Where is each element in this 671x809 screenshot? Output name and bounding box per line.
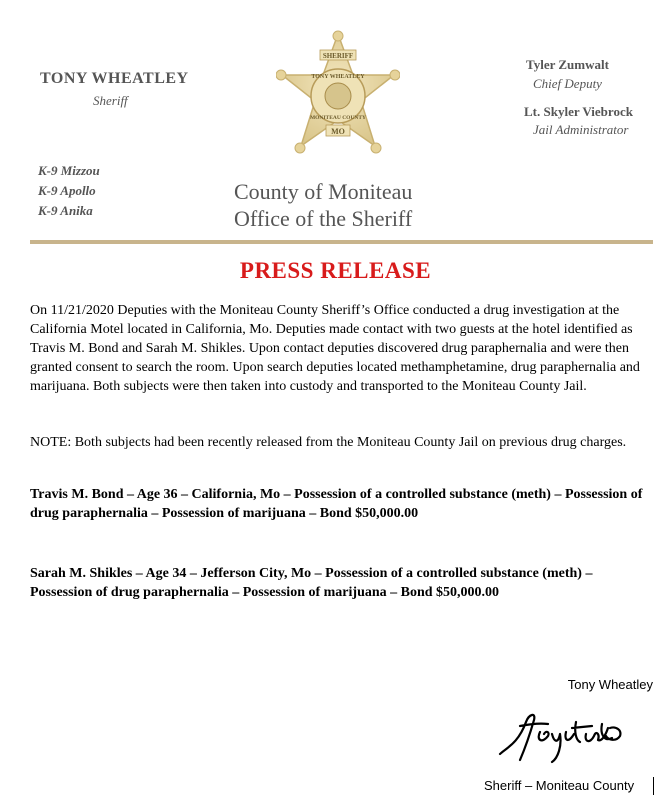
k9-unit-apollo: K-9 Apollo — [38, 183, 96, 198]
note-paragraph: NOTE: Both subjects had been recently released from the Moniteau County Jail on previous drug charges. — [30, 435, 627, 450]
county-office-title — [234, 178, 412, 232]
badge-state-text: MO — [331, 127, 345, 136]
county-line-1: County of Moniteau — [234, 179, 413, 204]
jail-admin-title: Jail Administrator — [533, 122, 629, 137]
star-badge-icon — [276, 28, 400, 164]
handwritten-signature — [496, 704, 636, 766]
press-release-title: PRESS RELEASE — [239, 258, 432, 283]
signature-icon — [496, 704, 636, 766]
k9-unit-mizzou: K-9 Mizzou — [38, 163, 100, 178]
badge-top-text: SHERIFF — [322, 52, 354, 60]
badge-bottom-text: MONITEAU COUNTY — [309, 115, 367, 121]
signature-name: Tony Wheatley — [567, 677, 653, 692]
sheriff-badge-logo — [276, 28, 400, 164]
sheriff-title: Sheriff — [93, 93, 128, 108]
jail-admin-name: Lt. Skyler Viebrock — [524, 104, 633, 119]
header-divider — [30, 240, 653, 244]
chief-deputy-title: Chief Deputy — [533, 76, 602, 91]
body-paragraph: On 11/21/2020 Deputies with the Moniteau County Sheriff’s Office conducted a drug investigation at the California Motel located in California, Mo. Deputies made contact with two guests at the hotel identified as Travis M. Bond and Sarah M. Shikles. Upon contact deputies discovered drug paraphernalia and were then granted consent to search the room. Upon search deputies located methamphetamine, drug paraphernalia and marijuana. Both subjects were then taken into custody and transported to the Moniteau County Jail. — [30, 303, 640, 394]
k9-unit-anika: K-9 Anika — [38, 203, 93, 218]
badge-name-text: TONY WHEATLEY — [311, 74, 365, 80]
text-cursor — [653, 777, 654, 795]
county-line-2: Office of the Sheriff — [234, 206, 413, 231]
sheriff-name: TONY WHEATLEY — [40, 70, 189, 87]
chief-deputy-name: Tyler Zumwalt — [526, 57, 609, 72]
charges-sarah-shikles: Sarah M. Shikles – Age 34 – Jefferson City, Mo – Possession of a controlled substance (meth) – Possession of drug paraphernalia – Possession of marijuana – Bond $50,000.00 — [30, 566, 593, 600]
signature-title: Sheriff – Moniteau County — [484, 778, 635, 793]
charges-travis-bond: Travis M. Bond – Age 36 – California, Mo – Possession of a controlled substance (meth) – Possession of drug paraphernalia – Possession of marijuana – Bond $50,000.00 — [30, 487, 643, 521]
